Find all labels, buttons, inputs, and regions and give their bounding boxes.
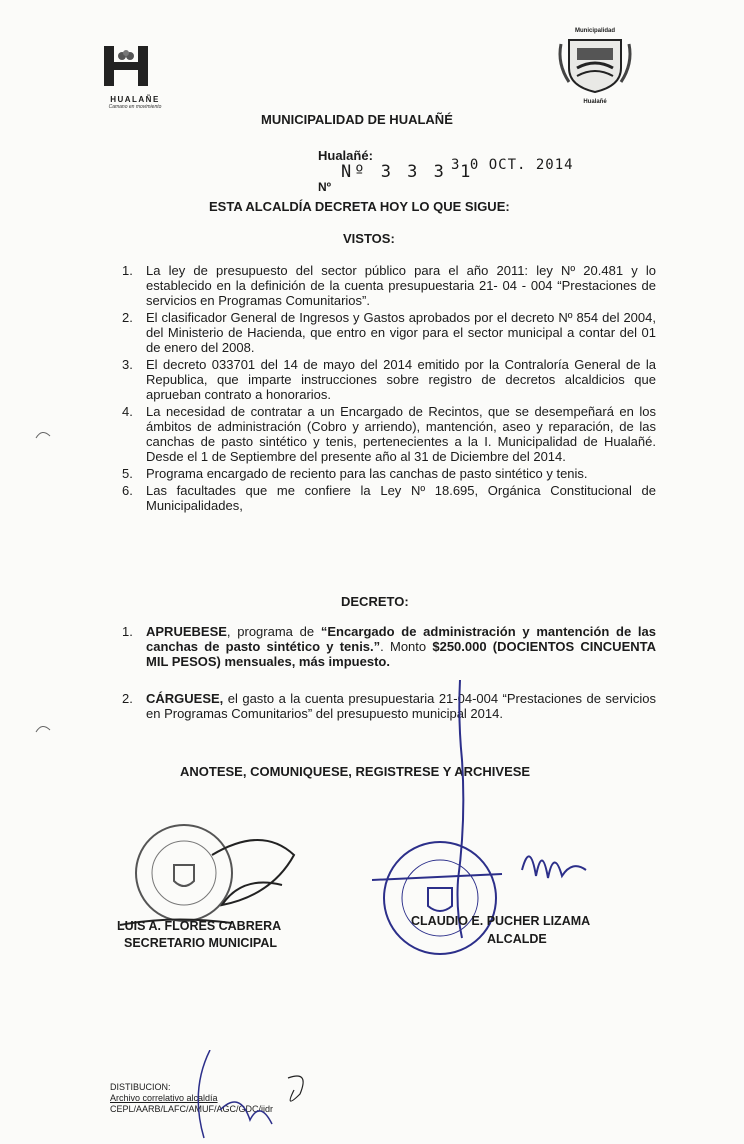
- crest-arc-text: Municipalidad: [574, 28, 615, 34]
- initials-scribble-icon: [160, 1050, 320, 1140]
- item-number: 6.: [122, 483, 133, 498]
- mayor-role: ALCALDE: [487, 932, 547, 946]
- item-text: El decreto 033701 del 14 de mayo del 2014 emitido por la Contraloría General de la Republica, que imparte instrucciones sobre registro de decretos alcaldicios que aprueban contrato a honorarios.: [146, 357, 656, 402]
- list-item: [118, 263, 656, 308]
- item-text: La necesidad de contratar a un Encargado de Recintos, que se desempeñará en los ámbitos de administración (Cobro y arriendo), mantención, aseo y reparación, de las canchas de pasto sintético y tenis, pertenecientes a la I. Municipalidad de Hualañé. Desde el 1 de Septiembre del presente año al 31 de Diciembre del 2014.: [146, 404, 656, 464]
- item-lead: APRUEBESE: [146, 624, 227, 639]
- vistos-heading: VISTOS:: [343, 231, 395, 246]
- item-text: Programa encargado de reciento para las canchas de pasto sintético y tenis.: [146, 466, 588, 481]
- item-number: 1.: [122, 624, 133, 639]
- list-item: [118, 310, 656, 355]
- amount-text: $250.000 (DOCIENTOS CINCUENTA MIL PESOS) mensuales, más impuesto.: [146, 639, 656, 669]
- closing-formula: ANOTESE, COMUNIQUESE, REGISTRESE Y ARCHIVESE: [180, 764, 531, 779]
- margin-mark-icon: [34, 428, 52, 442]
- item-text: . Monto: [380, 639, 433, 654]
- list-item: [118, 357, 656, 402]
- item-number: 3.: [122, 357, 133, 372]
- municipal-logo-left: [100, 44, 170, 110]
- list-item: [118, 404, 656, 464]
- distribution-label: DISTIBUCION:: [110, 1082, 171, 1092]
- item-number: 1.: [122, 263, 133, 278]
- logo-slogan: Camano en movimiento: [108, 104, 162, 110]
- program-name: “Encargado de administración y mantención de las canchas de pasto sintético y tenis.”: [146, 624, 657, 654]
- mayor-name: CLAUDIO E. PUCHER LIZAMA: [411, 914, 591, 928]
- list-item: [118, 624, 656, 669]
- item-number: 4.: [122, 404, 133, 419]
- secretary-seal-icon: [112, 815, 302, 935]
- distribution-initials: CEPL/AARB/LAFC/AMUF/AGC/GDC/iidr: [110, 1104, 274, 1114]
- decree-date-stamp: 3 0 OCT. 2014: [451, 157, 574, 173]
- vistos-list: [118, 263, 656, 515]
- margin-mark-icon: [34, 722, 52, 736]
- item-text: Las facultades que me confiere la Ley Nº 18.695, Orgánica Constitucional de Municipalidades,: [146, 483, 656, 513]
- secretary-role: SECRETARIO MUNICIPAL: [124, 936, 278, 950]
- distribution-line-archive: Archivo correlativo alcaldía: [110, 1093, 218, 1103]
- item-text: La ley de presupuesto del sector público para el año 2011: ley Nº 20.481 y lo establecido en la definición de la cuenta presupuestaria 21- 04 - 004 “Prestaciones de servicios en Programas Comunitarios”.: [146, 263, 656, 308]
- list-item: [118, 483, 656, 513]
- municipal-crest-right: [555, 28, 635, 112]
- logo-brand-text: HUALAÑE: [110, 95, 160, 104]
- number-label: Nº: [318, 180, 332, 194]
- item-number: 2.: [122, 691, 133, 706]
- decreto-heading: DECRETO:: [341, 594, 409, 609]
- item-number: 2.: [122, 310, 133, 325]
- h-logo-icon: [100, 44, 152, 88]
- decree-intro: ESTA ALCALDÍA DECRETA HOY LO QUE SIGUE:: [209, 199, 510, 214]
- item-text: El clasificador General de Ingresos y Gastos aprobados por el decreto Nº 854 del 2004, del Ministerio de Hacienda, que entro en vigor para el sector municipal a contar del 01 de enero del 2008.: [146, 310, 656, 355]
- item-text: el gasto a la cuenta presupuestaria 21-04-004 “Prestaciones de servicios en Programas Comunitarios” del presupuesto municipal 2014.: [146, 691, 656, 721]
- item-number: 5.: [122, 466, 133, 481]
- place-label: Hualañé:: [318, 148, 373, 163]
- list-item: [118, 466, 656, 481]
- coat-of-arms-icon: [555, 34, 635, 94]
- list-item: [118, 691, 656, 721]
- institution-title: MUNICIPALIDAD DE HUALAÑÉ: [261, 112, 453, 127]
- item-text: , programa de: [226, 624, 321, 639]
- secretary-name: LUIS A. FLORES CABRERA: [117, 919, 282, 933]
- crest-town-text: Hualañé: [583, 99, 607, 105]
- decreto-list: [118, 624, 656, 723]
- decree-number-stamp: Nº 3 3 3 1: [341, 162, 474, 182]
- item-lead: CÁRGUESE,: [146, 691, 224, 706]
